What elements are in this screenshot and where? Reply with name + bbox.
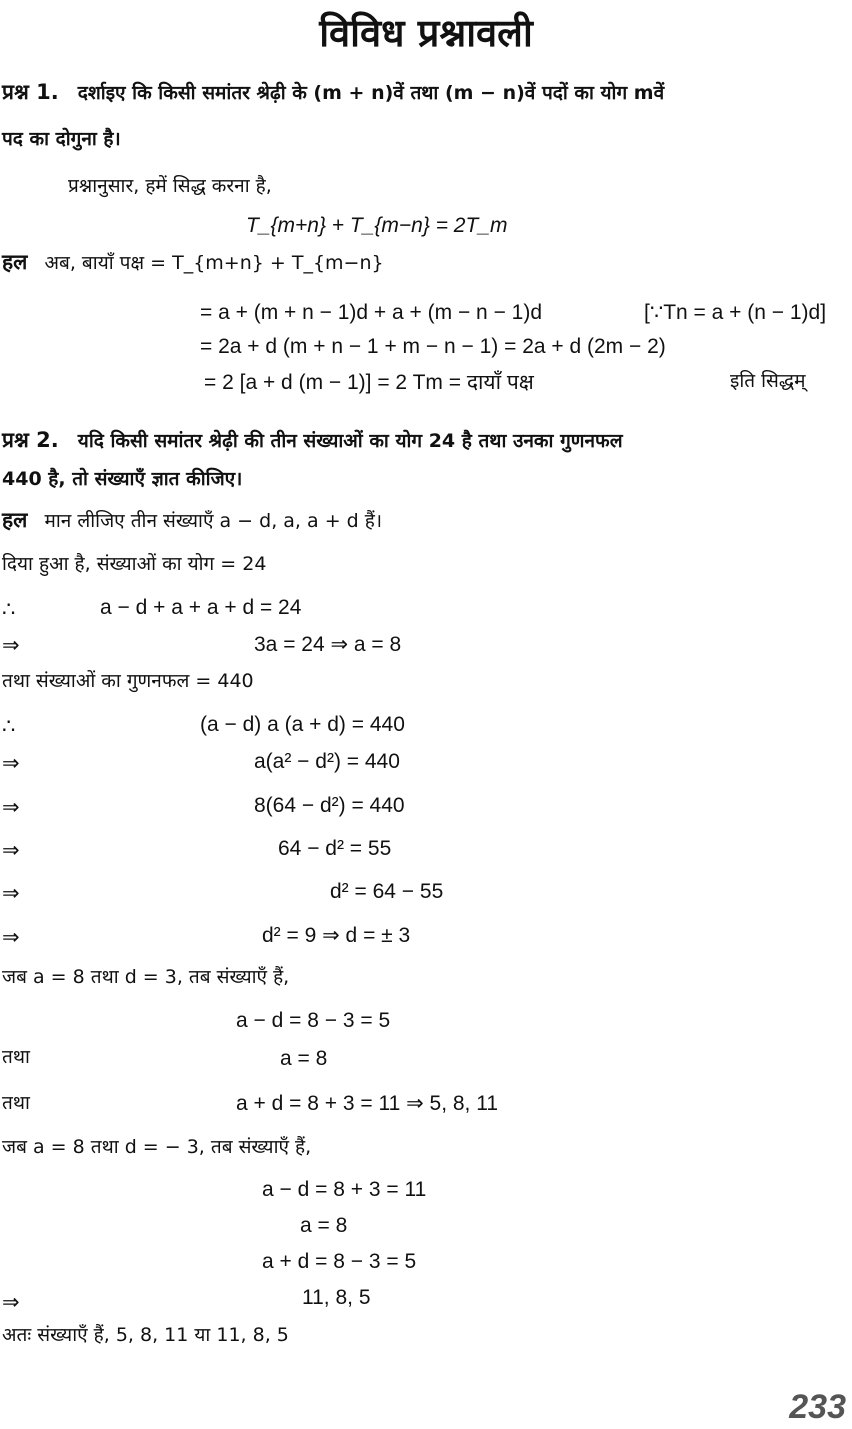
q2-eq-5: 8(64 − d²) = 440 bbox=[254, 794, 405, 817]
implies-symbol: ⇒ bbox=[2, 752, 20, 775]
solution-label: हल bbox=[2, 508, 28, 532]
q2-eq-2: 3a = 24 ⇒ a = 8 bbox=[254, 633, 402, 656]
q2-eq-8: d² = 9 ⇒ d = ± 3 bbox=[262, 924, 411, 947]
question-1 bbox=[2, 80, 664, 105]
q2-case-1-b-label: तथा bbox=[2, 1046, 30, 1068]
q2-solution-start bbox=[2, 508, 382, 533]
q1-solution-start bbox=[2, 250, 384, 275]
q1-step-2: = 2a + d (m + n − 1 + m − n − 1) = 2a + d (2m − 2) bbox=[200, 335, 666, 358]
question-1-text: दर्शाइए कि किसी समांतर श्रेढ़ी के (m + n)वें तथा (m − n)वें पदों का योग mवें bbox=[77, 82, 665, 104]
q2-eq-1: a − d + a + a + d = 24 bbox=[100, 596, 302, 619]
q1-step-3: = 2 [a + d (m − 1)] = 2 Tm = दायाँ पक्ष bbox=[204, 371, 534, 394]
q2-case-1-a: a − d = 8 − 3 = 5 bbox=[236, 1009, 391, 1032]
q2-given-product: तथा संख्याओं का गुणनफल = 440 bbox=[2, 670, 254, 692]
therefore-symbol: ∴ bbox=[2, 598, 16, 621]
solution-label: हल bbox=[2, 250, 28, 274]
q2-eq-7: d² = 64 − 55 bbox=[330, 880, 444, 903]
question-2 bbox=[2, 428, 623, 453]
question-2-label: प्रश्न 2. bbox=[2, 428, 59, 452]
q2-given-sum: दिया हुआ है, संख्याओं का योग = 24 bbox=[2, 553, 267, 575]
q2-case-1-c-label: तथा bbox=[2, 1092, 30, 1114]
implies-symbol: ⇒ bbox=[2, 839, 20, 862]
q1-lhs: अब, बायाँ पक्ष = T_{m+n} + T_{m−n} bbox=[44, 252, 384, 274]
q2-case-1: जब a = 8 तथा d = 3, तब संख्याएँ हैं, bbox=[2, 966, 290, 988]
therefore-symbol: ∴ bbox=[2, 715, 16, 738]
q2-eq-4: a(a² − d²) = 440 bbox=[254, 750, 400, 773]
q2-case-2-result: 11, 8, 5 bbox=[302, 1286, 371, 1309]
q2-case-2: जब a = 8 तथा d = − 3, तब संख्याएँ हैं, bbox=[2, 1136, 312, 1158]
q1-to-prove: T_{m+n} + T_{m−n} = 2T_m bbox=[246, 214, 508, 237]
implies-symbol: ⇒ bbox=[2, 882, 20, 905]
q2-eq-6: 64 − d² = 55 bbox=[278, 837, 392, 860]
q1-intro: प्रश्नानुसार, हमें सिद्ध करना है, bbox=[68, 175, 272, 197]
implies-symbol: ⇒ bbox=[2, 926, 20, 949]
question-2-text: यदि किसी समांतर श्रेढ़ी की तीन संख्याओं का योग 24 है तथा उनका गुणनफल bbox=[77, 430, 623, 452]
q2-case-1-b: a = 8 bbox=[280, 1047, 328, 1070]
q2-case-2-c: a + d = 8 − 3 = 5 bbox=[262, 1250, 417, 1273]
q2-case-2-b: a = 8 bbox=[300, 1214, 348, 1237]
question-1-label: प्रश्न 1. bbox=[2, 80, 59, 104]
q2-eq-3: (a − d) a (a + d) = 440 bbox=[200, 713, 405, 736]
q1-qed: इति सिद्धम् bbox=[730, 370, 806, 392]
implies-symbol: ⇒ bbox=[2, 1291, 20, 1314]
implies-symbol: ⇒ bbox=[2, 796, 20, 819]
q2-assumption: मान लीजिए तीन संख्याएँ a − d, a, a + d हैं। bbox=[44, 510, 383, 532]
q2-case-1-c: a + d = 8 + 3 = 11 ⇒ 5, 8, 11 bbox=[236, 1092, 499, 1115]
implies-symbol: ⇒ bbox=[2, 634, 20, 657]
q1-step-1-note: [∵Tn = a + (n − 1)d] bbox=[644, 301, 827, 324]
question-2-text-cont: 440 है, तो संख्याएँ ज्ञात कीजिए। bbox=[2, 468, 243, 490]
q1-step-1: = a + (m + n − 1)d + a + (m − n − 1)d bbox=[200, 301, 543, 324]
page-number: 233 bbox=[789, 1388, 846, 1426]
question-1-text-cont: पद का दोगुना है। bbox=[2, 128, 121, 150]
q2-answer: अतः संख्याएँ हैं, 5, 8, 11 या 11, 8, 5 bbox=[2, 1324, 289, 1346]
q2-case-2-a: a − d = 8 + 3 = 11 bbox=[262, 1178, 427, 1201]
page-title: विविध प्रश्नावली bbox=[319, 11, 533, 55]
